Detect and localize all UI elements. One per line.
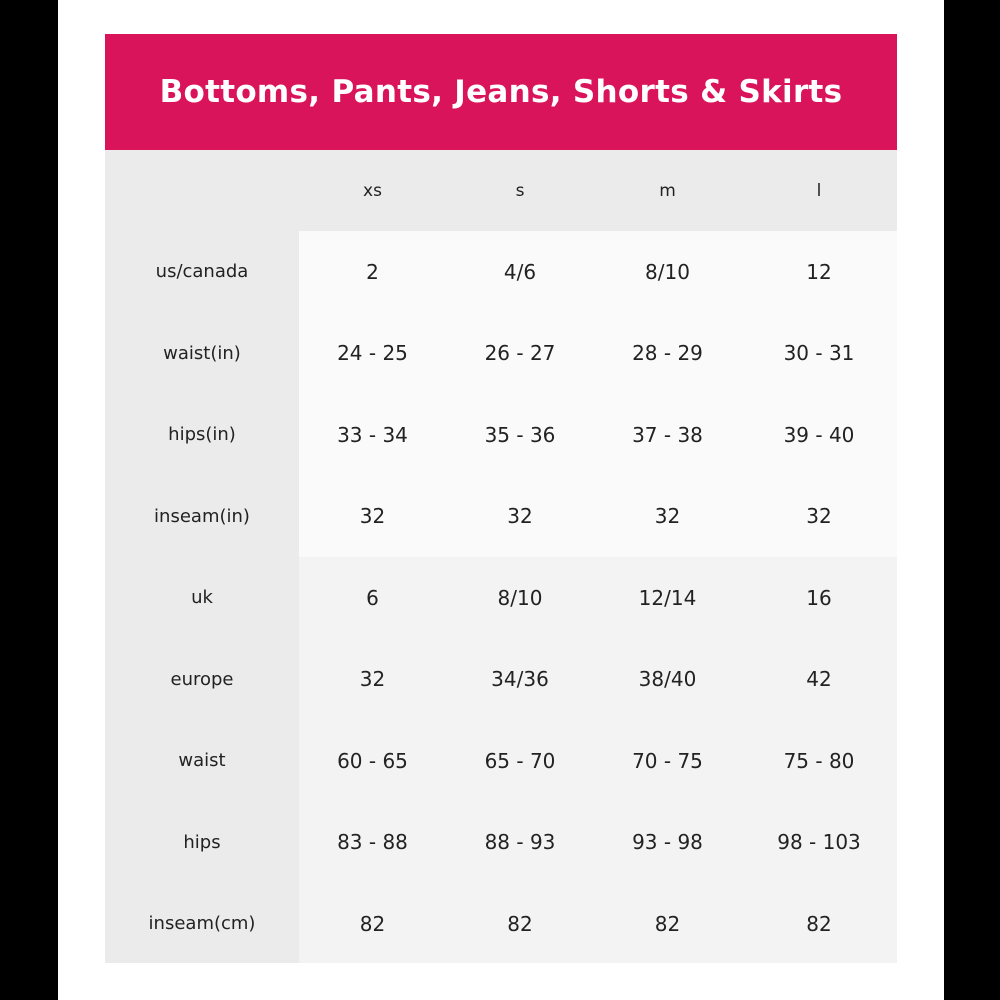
size-rows [105, 231, 897, 965]
table-row-waist-in [105, 313, 897, 395]
table-cell: 34/36 [491, 667, 549, 692]
table-row-hips-in [105, 394, 897, 476]
table-cell: 8/10 [497, 585, 543, 610]
table-cell: 82 [507, 911, 533, 936]
table-cell: 24 - 25 [337, 341, 408, 366]
table-cell: 6 [366, 585, 379, 610]
table-row-us-canada [105, 231, 897, 313]
title-bar [105, 34, 897, 150]
size-table [105, 150, 897, 963]
table-cell: 82 [654, 911, 681, 936]
table-cell: 39 - 40 [783, 422, 855, 447]
table-cell: 88 - 93 [484, 830, 556, 855]
row-label: europe [170, 668, 234, 690]
table-cell: 32 [359, 667, 386, 692]
table-cell: 16 [806, 585, 832, 610]
table-cell: 35 - 36 [484, 422, 556, 447]
table-row-hips-cm [105, 802, 897, 884]
header-corner [105, 150, 299, 231]
table-cell: 98 - 103 [777, 830, 861, 855]
table-cell: 93 - 98 [632, 830, 703, 855]
size-header-s: s [515, 180, 525, 201]
table-row-uk [105, 557, 897, 639]
table-cell: 28 - 29 [632, 341, 703, 366]
table-cell: 60 - 65 [337, 748, 408, 773]
table-cell: 82 [359, 911, 386, 936]
size-chart [105, 34, 897, 963]
table-cell: 83 - 88 [337, 830, 408, 855]
table-cell: 8/10 [645, 259, 690, 284]
table-cell: 30 - 31 [783, 341, 855, 366]
table-cell: 32 [359, 504, 386, 529]
table-cell: 12/14 [638, 585, 697, 610]
table-cell: 33 - 34 [337, 422, 408, 447]
table-cell: 65 - 70 [484, 748, 556, 773]
table-row-europe [105, 639, 897, 721]
table-cell: 32 [654, 504, 681, 529]
size-header-xs: xs [363, 180, 382, 201]
table-cell: 42 [806, 667, 832, 692]
row-label: waist(in) [163, 342, 241, 364]
row-label: hips(in) [168, 424, 236, 446]
table-cell: 12 [806, 259, 832, 284]
table-cell: 82 [806, 911, 832, 936]
row-label: uk [191, 587, 213, 609]
row-label: waist [178, 750, 226, 772]
table-row-waist-cm [105, 720, 897, 802]
table-cell: 37 - 38 [632, 422, 703, 447]
table-cell: 4/6 [503, 259, 537, 284]
table-cell: 2 [366, 259, 379, 284]
table-cell: 26 - 27 [484, 341, 556, 366]
table-cell: 38/40 [638, 667, 697, 692]
row-label: hips [183, 831, 221, 853]
table-cell: 32 [806, 504, 832, 529]
table-row-inseam-in [105, 476, 897, 558]
table-row-inseam-cm [105, 883, 897, 965]
row-label: inseam(in) [154, 505, 250, 527]
table-cell: 70 - 75 [632, 748, 703, 773]
size-header-row [105, 150, 897, 231]
size-header-m: m [659, 180, 676, 201]
row-label: us/canada [155, 261, 249, 283]
table-cell: 75 - 80 [783, 748, 855, 773]
table-cell: 32 [507, 504, 533, 529]
chart-title: Bottoms, Pants, Jeans, Shorts & Skirts [159, 74, 843, 110]
size-header-l: l [816, 180, 822, 201]
row-label: inseam(cm) [148, 913, 256, 935]
